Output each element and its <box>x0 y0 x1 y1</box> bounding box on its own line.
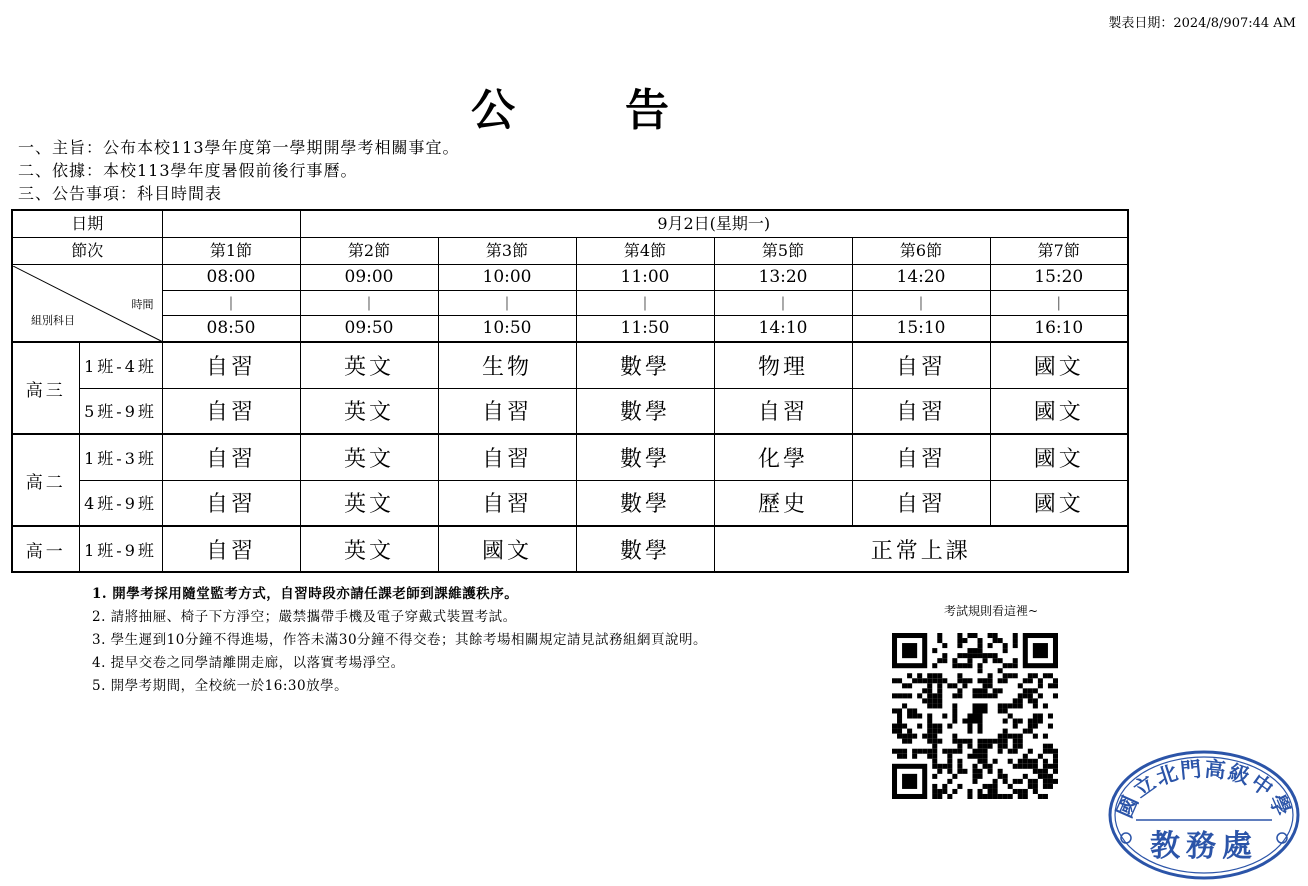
time-separator: | <box>990 291 1128 316</box>
end-time: 10:50 <box>438 316 576 343</box>
period-header: 第7節 <box>990 238 1128 265</box>
subject-cell: 生物 <box>438 342 576 388</box>
subject-cell: 國文 <box>990 342 1128 388</box>
end-time: 14:10 <box>714 316 852 343</box>
time-label: 時間 <box>131 298 154 311</box>
subject-cell: 國文 <box>438 526 576 572</box>
subject-cell: 英文 <box>300 388 438 434</box>
seal-school-text: 國立北門高級中學 <box>1111 755 1297 822</box>
subject-cell: 國文 <box>990 480 1128 526</box>
subject-cell: 自習 <box>852 342 990 388</box>
period-header: 第4節 <box>576 238 714 265</box>
note-item: 4. 提早交卷之同學請離開走廊，以落實考場淨空。 <box>92 655 405 671</box>
period-header: 第5節 <box>714 238 852 265</box>
subject-cell: 數學 <box>576 480 714 526</box>
subject-cell: 數學 <box>576 526 714 572</box>
schedule-table <box>11 209 1129 573</box>
time-separator: | <box>300 291 438 316</box>
subject-cell: 數學 <box>576 388 714 434</box>
period-header: 第3節 <box>438 238 576 265</box>
subject-cell: 歷史 <box>714 480 852 526</box>
subject-cell: 自習 <box>162 434 300 480</box>
end-time: 09:50 <box>300 316 438 343</box>
subject-cell: 自習 <box>852 388 990 434</box>
subject-cell: 國文 <box>990 388 1128 434</box>
period-header: 第6節 <box>852 238 990 265</box>
date-label: 日期 <box>12 210 162 238</box>
subject-cell: 自習 <box>162 526 300 572</box>
subject-cell: 自習 <box>162 480 300 526</box>
start-time: 14:20 <box>852 265 990 291</box>
date-value: 9月2日(星期一) <box>300 210 1128 238</box>
subject-cell: 英文 <box>300 526 438 572</box>
subject-cell: 英文 <box>300 434 438 480</box>
group-label: 組別科目 <box>31 314 75 327</box>
page-title: 公告 <box>471 85 779 136</box>
time-separator: | <box>852 291 990 316</box>
subject-cell: 數學 <box>576 434 714 480</box>
note-item: 2. 請將抽屜、椅子下方淨空；嚴禁攜帶手機及電子穿戴式裝置考試。 <box>92 609 517 625</box>
time-separator: | <box>714 291 852 316</box>
qr-code-icon[interactable] <box>892 633 1058 799</box>
subject-cell: 自習 <box>438 434 576 480</box>
subject-cell: 物理 <box>714 342 852 388</box>
grade-label: 高二 <box>12 434 79 526</box>
start-time: 13:20 <box>714 265 852 291</box>
time-separator: | <box>576 291 714 316</box>
class-range: 1班-4班 <box>79 342 162 388</box>
intro-line: 三、公告事項：科目時間表 <box>18 184 223 203</box>
subject-cell: 自習 <box>852 434 990 480</box>
subject-cell: 英文 <box>300 342 438 388</box>
period-label: 節次 <box>12 238 162 265</box>
class-range: 5班-9班 <box>79 388 162 434</box>
note-item: 3. 學生遲到10分鐘不得進場，作答未滿30分鐘不得交卷；其餘考場相關規定請見試務組網頁說明。 <box>92 632 708 648</box>
official-seal-icon <box>1106 748 1302 882</box>
subject-cell: 數學 <box>576 342 714 388</box>
start-time: 11:00 <box>576 265 714 291</box>
end-time: 11:50 <box>576 316 714 343</box>
intro-line: 一、主旨：公布本校113學年度第一學期開學考相關事宜。 <box>18 138 460 157</box>
grade-label: 高一 <box>12 526 79 572</box>
subject-cell: 自習 <box>852 480 990 526</box>
intro-lines <box>18 136 460 205</box>
class-range: 1班-9班 <box>79 526 162 572</box>
grade-label: 高三 <box>12 342 79 434</box>
intro-line: 二、依據：本校113學年度暑假前後行事曆。 <box>18 161 358 180</box>
subject-cell: 自習 <box>162 342 300 388</box>
period-header: 第2節 <box>300 238 438 265</box>
made-date: 製表日期：2024/8/907:44 AM <box>1108 16 1296 31</box>
empty-cell <box>162 210 300 238</box>
subject-cell: 自習 <box>438 480 576 526</box>
class-range: 1班-3班 <box>79 434 162 480</box>
diagonal-header <box>12 265 162 343</box>
subject-cell: 自習 <box>714 388 852 434</box>
qr-caption: 考試規則看這裡~ <box>944 604 1039 618</box>
start-time: 09:00 <box>300 265 438 291</box>
subject-cell: 化學 <box>714 434 852 480</box>
subject-cell: 自習 <box>162 388 300 434</box>
subject-cell: 英文 <box>300 480 438 526</box>
end-time: 08:50 <box>162 316 300 343</box>
note-item: 1. 開學考採用隨堂監考方式，自習時段亦請任課老師到課維護秩序。 <box>92 586 519 602</box>
subject-cell: 自習 <box>438 388 576 434</box>
seal-office-text: 教務處 <box>1150 829 1258 864</box>
note-item: 5. 開學考期間，全校統一於16:30放學。 <box>92 678 349 694</box>
start-time: 08:00 <box>162 265 300 291</box>
notes-list <box>92 584 707 699</box>
start-time: 15:20 <box>990 265 1128 291</box>
normal-class-cell: 正常上課 <box>714 526 1128 572</box>
start-time: 10:00 <box>438 265 576 291</box>
time-separator: | <box>162 291 300 316</box>
end-time: 15:10 <box>852 316 990 343</box>
time-separator: | <box>438 291 576 316</box>
subject-cell: 國文 <box>990 434 1128 480</box>
class-range: 4班-9班 <box>79 480 162 526</box>
svg-text:國立北門高級中學 <box>1112 756 1297 822</box>
end-time: 16:10 <box>990 316 1128 343</box>
period-header: 第1節 <box>162 238 300 265</box>
